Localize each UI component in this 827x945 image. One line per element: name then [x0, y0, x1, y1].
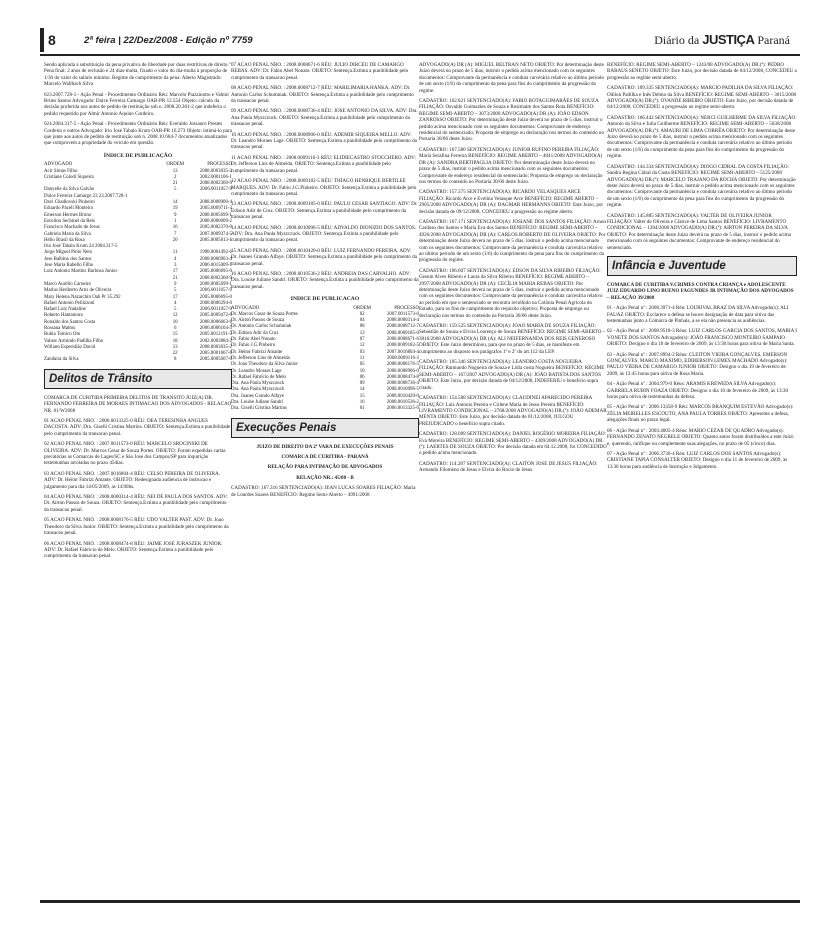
table-cell: Dr. Leandro Moraes Lage	[231, 368, 282, 374]
text-paragraph: CADASTRO: 167.171 SENTENCIADO(A): JOSIANE DOS SANTOS FILIAÇÃO: Arnon Cardoso dos Santos e Maria Eva dos Santos BENEFÍCIO: REGIME SEMI-ABERTO – 4926/2008 ADVOGADO(A) DR (A): CARLOS ROBERTO DE OLIVEIRA OBJETO: Por determinação deste Juízo deverá no prazo de 5 dias, instruir o pedido acima mencionado com os seguintes documentos: Comprovante da permanência e conduta carcerária relativo ao último período de um sexto (1/6) do cumprimento da pena para fins do cumprimento da progressão do regime.	[419, 218, 606, 264]
page-number: 8	[48, 32, 56, 48]
column-2	[231, 62, 419, 502]
text-paragraph: 06 - Ação Penal nº : 2003.4005-4 Réus: MARIO CEZAR DE QUADRO Advogado(s): FERNANDO ZENATO NEGRELE OBJETO: Quanto autos foram distribuídos a este Juízo e, querendo, ratifique ou complemente suas alegações, no prazo de 05 (cinco) dias.	[607, 427, 794, 447]
text-paragraph: Sendo aplicada a substituição da pena privativa de liberdade por duas restritivas de direito." Pena final: 2 anos de reclusão e 24 dias-multa, fixado o valor do dia-multa à proporção de 1/30 do valor do salário mínimo. Regime de cumprimento da pena: Aberto Magistrado: Marcelo Wallbach Silva	[44, 62, 231, 88]
col1-paras	[44, 62, 232, 147]
table-cell: 2006.0006104-5	[199, 326, 232, 331]
table-cell: ORDEM	[353, 305, 371, 311]
table-cell: 2006.0011057-9	[199, 307, 232, 313]
table-cell: 2008.0008671-6	[386, 337, 419, 343]
table-cell: Rafael Luiz Nadaline	[44, 307, 86, 313]
table-cell: Dr. Heitor Fabrizi Amante	[231, 349, 283, 355]
table-cell: 9	[173, 212, 177, 218]
edition-info: 2ª feira | 22/Dez/2008 - Edição nº 7759	[84, 35, 253, 46]
table-cell: Dra. Ana Paula Myszczuck	[231, 381, 285, 387]
table-cell: 5	[173, 187, 177, 193]
table-cell: ADVOGADO	[44, 162, 73, 168]
table-cell: 07	[359, 337, 365, 343]
table-cell: Dr. Fabio Abel Nonato	[231, 337, 276, 343]
table-cell: ADVOGADO	[231, 305, 260, 311]
table-cell: Jorge Miguel Pinto Neto	[44, 250, 93, 256]
table-cell: 05	[359, 362, 365, 368]
col2-heading	[231, 444, 419, 482]
text-paragraph: RELAÇÃO PARA INTIMAÇÃO DE ADVOGADOS	[267, 464, 383, 471]
table-cell: 15	[359, 393, 365, 399]
text-paragraph: JUIZO DE DIREITO DA 2ª VARA DE EXECUÇÕES PENAIS	[256, 443, 394, 450]
table-cell: 2	[173, 174, 177, 180]
table-cell: Dr. Airton Passos de Souza	[231, 318, 285, 324]
table-cell: 17	[172, 294, 178, 300]
table-cell: 1	[173, 218, 177, 224]
table-cell: 2006.0013325-0	[386, 406, 419, 412]
table-cell: 2008.0005699-1	[199, 212, 232, 218]
table-cell: 2008.0005699-1	[199, 281, 232, 287]
col1-paras2	[44, 395, 232, 560]
table-cell: Cristiane Colodi Siqueira	[44, 174, 94, 180]
table-cell: 2008.0006903-4	[199, 256, 232, 262]
table-cell: 5	[173, 288, 177, 294]
text-paragraph: 06 ACAO PENAL NRO. : 2008.0008474-8 RÉU: JAIME JOSE JURASZEK JUNIOR. ADV: Dr. Rafael Fabrício de Melo. OBJETO: Sentença.Extinta a punibilidade pelo cumprimento da transacao penal.	[44, 540, 223, 560]
table-cell: Gabriela Maria da Silva	[44, 231, 91, 237]
table-cell: Davi Chadlovski Pinheiro	[44, 200, 95, 206]
table-cell: Dulce Ferreira Camargo 23 23.2007.728-1	[44, 193, 128, 199]
table-cell: 2006.0015009-1	[199, 263, 232, 269]
table-cell: 16	[359, 400, 365, 406]
table-cell: Valnor Armindo Padilha Filho	[44, 338, 104, 344]
table-cell: 2008.0006294-0	[199, 300, 232, 306]
table-cell: 2002.0003884-2	[199, 338, 232, 344]
table-cell: 2008.0003035-2	[199, 344, 232, 350]
table-cell: Dra. Giselli Cristina Martins	[231, 406, 287, 412]
table-cell: Dr. Edison Adir da Cruz	[231, 330, 279, 336]
index-title-2: INDICE DE PUBLICACAO	[290, 296, 360, 303]
section-title-transito: Delitos de Trânsito	[44, 369, 232, 389]
table-cell: 2006.0011057-9	[199, 187, 232, 193]
table-cell: 01	[359, 406, 365, 412]
table-cell: 14	[359, 387, 365, 393]
text-paragraph: 07 - Ação Penal nº : 2006.3730-4 Réu: LUIZ CARLOS DOS SANTOS Advogado(s): CRISTIANE TAPIA CONSALTER OBJETO: Designo o dia 11 de fevereiro de 2009, às 13:30 horas para audiência de Instrução e Julgamento.	[607, 450, 788, 470]
text-paragraph: CADASTRO: 109.335 SENTENCIADO(A): MARCIO PADILHA DA SILVA FILIAÇÃO: Odilon Padilha e Inês Delmo da Silva BENEFÍCIO: REGIME SEMI-ABERTO – 3015/2008 ADVOGADO(A) DR.(ª): OVANDE RIBEIRO OBJETO: Este Juízo, por decisão datada de 04/12/2008, CONCEDEU a progressão ao regime semi-aberto.	[607, 85, 797, 111]
table-cell: 2008.0010420-0	[386, 393, 419, 399]
text-paragraph: CADASTRO: 157.375 SENTENCIADO(A): RICARDO VELASQUES ARCE FILIAÇÃO: Ricardo Arce e Evelina Velasque Arce BENEFÍCIO: REGIME ABERTO – 2905/2008 ADVOGADO(A) DR (A): DAGMAR HERMANNS OBJETO: Este Juízo, por decisão datada de 09/12/2008, CONCEDEU a progressão ao regime aberto.	[419, 189, 604, 215]
text-paragraph: 11 ACAO PENAL NRO. : 2008.0009116-3 RÉU: ELIDIECASTRO STOCCHERO. ADV: Dr. Jefferson Lins de Almeida. OBJETO: Sentença.Extinta a punibilidade pelo cumprimento da transacao penal.	[231, 154, 416, 174]
table-cell: 6	[173, 326, 177, 331]
table-cell: 4	[173, 300, 177, 306]
table-cell: Dr. Marcos Cesar de Souza Portes	[231, 311, 298, 317]
table-cell: Luiz Antonio Martins Barbosa Junior	[44, 269, 118, 275]
table-cell: 10	[359, 368, 365, 374]
text-paragraph: 03 ACAO PENAL NRO. : 2007.0016804-4 RÉU: CELSO PEREIRA DE OLIVEIRA. ADV: Dr. Heitor Fabrizi Amante. OBJETO: Redesignada audiencia de instrucao e julgamento para dia 14/05/2009, as 14:00hs.	[44, 470, 220, 490]
table-cell: 2008.0008906-0	[386, 368, 419, 374]
text-paragraph: 14 ACAO PENAL NRO. : 2008.0010096-5 RÉU: ADVALDO DIONIZIO DOS SANTOS. ADV: Dra. Ana Paula Myszczuck. OBJETO: Sentença.Extinta a punibilidade pelo cumprimento da transacao penal.	[231, 224, 417, 244]
table-cell: 21	[172, 181, 178, 187]
index-table	[44, 162, 232, 364]
text-paragraph: CADASTRO: 144.334 SENTENCIADO(A): DIOGO CIDRAL DA COSTA FILIAÇÃO: Sandra Regina Cidral da Costa BENEFÍCIO: REGIME SEMI-ABERTO – 5125/2008 ADVOGADO(A) DR.(ª): MARCELO TRAJANO DA ROCHA OBJETO: Por determinação deste Juízo deverá no prazo de 5 dias, instruir o pedido acima mencionado com os seguintes documentos: Comprovante da permanência e conduta carcerária relativo ao último período de um sexto (1/6) do cumprimento da pena para fins do cumprimento da progressão do regime.	[607, 163, 796, 209]
table-cell: Hélio Brasil da Rosa	[44, 237, 85, 243]
col2-paras	[231, 62, 419, 290]
table-cell: 2008.0009116-3	[386, 355, 419, 361]
table-cell: 2002.0001106-1	[199, 174, 232, 180]
text-paragraph: 023.2007.728-1 - Ação Penal - Procedimento Ordinário Réu: Marcelo Piazzinotto e Valmir Brites Santos Advogado: Dulce Ferreira Camargo OAB-PR 12.554 Objeto: cálculo da decisão proferida nos autos de pedido de restituição sob n. 2008.20.301-2 que indeferiu o pedido requerido por Almir Antonio Aquino Cordeiro.	[44, 91, 230, 117]
table-cell: 2008.0008900-4	[199, 200, 232, 206]
table-cell: 8	[173, 357, 177, 363]
column-4	[607, 62, 797, 474]
text-paragraph: CADASTRO: 145.885 SENTENCIADO(A): VALTER DE OLIVEIRA JUNIOR FILIAÇÃO: Valter de Oliveira e Clarice de Lima Santos BENEFÍCIO: LIVRAMENTO CONDICIONAL – 1284/2008 ADVOGADO(A) DR.(ª): AIRTON PEREIRA DA SILVA OBJETO: Por determinação deste Juízo deverá no prazo de 5 dias, instruir o pedido acima mencionado com os seguintes documentos: Comprovante de endereço residencial do sentenciado.	[607, 212, 791, 251]
footer-rule	[40, 900, 800, 903]
text-paragraph: CADASTRO: 106.607 SENTENCIADO(A): EDSON DA SILVA RIBEIRO FILIAÇÃO: Gesuin Alves Ribeiro e Laura da Silva Ribeiro BENEFÍCIO: REGIME ABERTO – 2997/2008 ADVOGADO(A) DR (A): CECÍLIA MARIA REBAS OBJETO: Por determinação deste Juízo deverá no prazo de 5 dias, instruir o pedido acima mencionado com os seguintes documentos: Comprovante da permanência e conduta carcerária relativo ao período em que o sentenciado se encontra recolhido na Colônia Penal Agrícola do Estado, para os fins de cumprimento do requisito objetivo; Proposta de emprego ou declaração nos termos do conteúdo na Portaria 30/06 deste Juízo.	[419, 267, 603, 319]
text-paragraph: ADVOGADO(A) DR (A): MIGUEL BELTRAN NETO OBJETO: Por determinação deste Juízo deverá no prazo de 5 dias, instruir o pedido acima mencionado com os seguintes documentos: Comprovante da permanência e conduta carcerária relativo ao último período de um sexto (1/6) do cumprimento da pena para fins do cumprimento da progressão do regime.	[419, 62, 604, 94]
table-cell: Rossana Mattos	[44, 326, 76, 331]
col3-paras	[419, 62, 607, 474]
text-paragraph: 13 ACAO PENAL NRO. : 2008.0009185-0 RÉU: PAULO CESAR SANTIAGO. ADV: Dr. Edison Adir de Cruz. OBJETO: Sentença.Extinta a punibilidade pelo cumprimento da transacao penal.	[231, 201, 418, 221]
table-cell: Francisco Machado de Jesus	[44, 225, 100, 231]
table-cell: 22	[172, 351, 178, 357]
table-cell: Emerson Hermes Bruno	[44, 212, 92, 218]
text-paragraph: 01 - Ação Penal nº : 2008.3971-4 Réu: LOURIVAL BRAZ DA SILVA Advogado(s): ALI FAUAZ OBJETO: Exclarece a defesa se houve designação de data para oitiva das testemunhas junto a Comarca de Pinhais, a se ela não presencia as audiências.	[607, 305, 789, 324]
table-cell: Mary Helena Nazarchin Oab Pr 35.292	[44, 294, 121, 300]
table-cell: 2008.0006663-6	[199, 319, 232, 325]
masthead-main: JUSTIÇA	[702, 32, 755, 47]
table-cell: 2008.0010536-2	[386, 400, 419, 406]
table-cell: PROCESSO	[207, 162, 232, 168]
table-cell: 2008.0008712-7	[386, 324, 419, 330]
text-paragraph: 12 ACAO PENAL NRO. : 2008.0009182-5 RÉU: THIAGO HENRIQUE BERTILEE MARQUES. ADV: Dr. Fabio J.G.Pinheiro. OBJETO: Sentença.Extinta a punibilidade pelo cumprimento da transacao penal.	[231, 178, 417, 197]
text-paragraph: CADASTRO: 128.089 SENTENCIADO(A): DANIEL ROGÉRIO MOREIRA FILIAÇÃO: Eva Moreira BENEFÍCIO: REGIME SEMI-ABERTO – 4309/2008 ADVOGADO(A) DR.(ª): LAERTES DE SOUZA OBJETO: Por decisão datada em 04.12.2008, foi CONCEDIDO o pedido acima mencionado.	[419, 431, 607, 457]
table-cell: 11	[172, 250, 178, 256]
table-cell: 2005.0005813-1	[199, 237, 232, 243]
table-cell: 2005.0009472-6	[199, 313, 232, 319]
table-cell: Irio José Tabalo Krum 24 2004.317-5	[44, 244, 118, 250]
text-paragraph: CADASTRO: 159.525 SENTENCIADO(A): JOAO MARIA DE SOUZA FILIAÇÃO: Sebastião de Souza e Elvira Lourenço de Souza BENEFÍCIO: REGIME SEMI-ABERTO – 3816/2008 ADVOGADO(A) DR (A): ALI NEIFERNANDA DOS REIS GENEROSO OBJETO: Este Juízo determinou, para que no prazo de 5 dias, se manifeste em cumprimento ao disposto nos parágrafos 1º e 2º do art.112 da LEP.	[419, 323, 606, 355]
table-cell: Dra. Ana Paula Myszczuck	[231, 387, 285, 393]
text-paragraph: CADASTRO: 114.287 SENTENCIADO(A): CLAITON JOSE DE JESUS FILIAÇÃO: Armando Filomeno de Jesus e Elvira do Rocio de Jesus	[419, 460, 598, 474]
table-cell: 06	[359, 374, 365, 380]
col4-heading: COMARCA DE CURITIBA V.CRIMES CONTRA CRIANÇA e ADOLESCENTE JUIZ EDUARDO LINO BUENO FAGUNDES JR INTIMAÇÃO DOS ADVOGADOS – RELAÇÃO 39/2008	[607, 281, 794, 301]
table-cell: Dr. Antonio Carlos Schumniak	[231, 324, 292, 330]
table-cell: Dr. Fabio J.G.Pinheiro	[231, 343, 276, 349]
table-cell: Dr. Jefferson Lins de Almeida	[231, 355, 290, 361]
table-cell: Dra. Juanes Grando Alfaye	[231, 393, 284, 399]
table-cell: Rafael Antonio Pellizzoni	[44, 300, 95, 306]
text-paragraph: 08 ACAO PENAL NRO. : 2008.0008712-7 RÉU: MARILIMARIA HANKA. ADV: Dr. Antonio Carlos Schumniak. OBJETO: Sentença.Extinta a punibilidade pelo cumprimento da transacao penal.	[231, 85, 414, 105]
table-cell: 1998.0001492-6	[199, 250, 232, 256]
text-paragraph: 04 - Ação Penal nº : 2004.979-0 Réus: ARAMIS KREWEDA SILVA Advogado(s): GABRIELA RUBIN FOAZA OBJETO: Designo o dia 10 de fevereiro de 2009, às 13:30 horas para oitiva de testemunhas da defesa.	[607, 381, 788, 401]
text-paragraph: BENEFÍCIO: REGIME SEMI-ABERTO – 1243/08 ADVOGADO(A) DR.(ª): PEDRO BARAUS SENETO OBJETO: Este Juízo, por decisão datada de 04/12/2008, CONCEDEU a progressão ao regime semi-aberto.	[607, 62, 797, 81]
text-paragraph: 03 - Ação Penal nº : 2007.8994-2 Réus: CLEITON VIEIRA GONÇALVES, EMERSON GONÇALVES, MARCO MAXIMO, EDIBERSON LEMES MACHADO Advogado(s): PAULO VIEIRA DE CAMARGO JUNIOR OBJETO: Designo o dia 19 de fevereiro de 2009, às 13:45 horas para oitiva de Rosa Maria.	[607, 351, 788, 377]
text-paragraph: 05 - Ação Penal nº : 2006.13358-9 Réu: MARCOS BRANQUIM ESTEVÃO Advogado(s): ZÉLIA MEIRELLES ESCOUTO, ANA PAULA TORRES OBJETO: Apresente a defesa, alegações finais no prazo legal.	[607, 404, 794, 424]
table-cell: 2007.0016804-4	[386, 349, 419, 355]
table-cell: 15	[172, 332, 178, 338]
text-paragraph: 09 ACAO PENAL NRO. : 2008.0008736-4 RÉU: JOSE ANTONIO DA SILVA. ADV: Dra. Ana Paula Myszczuck. OBJETO: Sentença.Extinta a punibilidade pelo cumprimento da transacao penal.	[231, 108, 418, 128]
text-paragraph: 05 ACAO PENAL NRO. : 2008.0008176-5 RÉU: UDO VALTER PAST. ADV: Dr. Joao Theodoro da Silva Junior. OBJETO: Sentença.Extinta a punibilidade pelo cumprimento da transacao penal.	[44, 517, 229, 537]
page-header	[40, 28, 800, 56]
column-3	[419, 62, 607, 478]
table-cell: 2005.0006695-0	[199, 294, 232, 300]
table-cell: 2007.0009374-5	[199, 231, 232, 237]
table-cell: William Esperidião David	[44, 344, 96, 350]
table-cell: Jose Balbino dos Santos	[44, 256, 92, 262]
table-cell: Acir Simas Filho	[44, 168, 78, 174]
text-paragraph: 04 ACAO PENAL NRO. : 2008.0000314-4 RÉU: NEI DE PAULA DOS SANTOS. ADV: Dr. Airton Passos de Souza. OBJETO: Sentença.Extinta a punibilidade pelo cumprimento da transacao penal.	[44, 494, 228, 513]
table-cell: PROCESSO	[394, 305, 419, 311]
index-table-2	[231, 306, 419, 413]
text-paragraph: RELAÇÃO NR.: 45/08 - B	[296, 474, 354, 481]
table-cell: Roberto Hamamura	[44, 313, 83, 319]
table-cell: Eduardo Paceli Monteiro	[44, 206, 94, 212]
table-cell: 2008.0008176-5	[386, 362, 419, 368]
col2-tail: CADASTRO: 167.316 SENTENCIADO(A): JEAN LUCAS SOARES FILIAÇÃO: Maria de Lourdes Soares BENEFÍCIO: Regime Semi-Aberto – 4991/2008	[231, 485, 416, 498]
text-paragraph: COMARCA DE CURITIBA - PARANÁ	[281, 454, 369, 461]
table-cell: 13	[359, 330, 365, 336]
text-paragraph: CADASTRO: 166.442 SENTENCIADO(A): NERCI GUILHERME DA SILVA FILIAÇÃO: Antonio da Silva e Julia Guilherme BENEFÍCIO: REGIME SEMI-ABERTO – 5038/2008 ADVOGADO(A) DR.(ª): AMAURI DE LIMA CORRÊA OBJETO: Por determinação deste Juízo deverá no prazo de 5 dias, instruir o pedido acima mencionado com os seguintes documentos: Comprovante da permanência e conduta carcerária relativo ao último período de um sexto (1/6) do cumprimento da pena para fins do cumprimento da progressão do regime.	[607, 114, 797, 160]
table-cell: 16	[172, 225, 178, 231]
text-paragraph: 15 ACAO PENAL NRO. : 2008.0010420-0 RÉU: LUIZ FERNANDO PEREIRA. ADV: Dr. Juanes Grando Alfaye. OBJETO: Sentença.Extinta a punibilidade pelo cumprimento da transacao penal.	[231, 247, 417, 267]
table-cell: 03	[359, 349, 365, 355]
text-paragraph: 10 ACAO PENAL NRO. : 2008.0008906-0 RÉU: ADEMIR SIQUEIRA MELLO. ADV: Dr. Leandro Moraes Lage. OBJETO: Sentença.Extinta a punibilidade pelo cumprimento da transacao penal.	[231, 131, 417, 151]
table-cell: 17	[172, 269, 178, 275]
table-cell: ORDEM	[166, 162, 184, 168]
text-paragraph: 01 ACAO PENAL NRO. : 2006.0013325-0 RÉU: DEA TERESINHA ANGUES DACOSTA. ADV: Dra. Giselli Cristina Martins. OBJETO: Sentença.Extinta a punibilidade pelo cumprimento da transacao penal.	[44, 418, 231, 437]
page-marker	[40, 28, 44, 52]
text-paragraph: CADASTRO: 154.588 SENTENCIADO(A): CLAUDINEI APARECIDO PEREIRA FILIAÇÃO: Luiz Antonio Pereira e Cirlene Maria de Jesus Pereira BENEFÍCIO: LIVRAMENTO CONDICIONAL – 2768/2008 ADVOGADO(A) DR.(ª): JOÃO ADEMAR MENTA OBJETO: Este Juízo, por decisão datada de 01/12/2008, JULGOU PREJUDICADO o benefício supra citado.	[419, 395, 607, 427]
table-row	[44, 357, 232, 363]
table-cell: 2005.0001667-6	[199, 351, 232, 357]
masthead-prefix: Diário da	[654, 33, 700, 47]
table-cell: 08	[359, 324, 365, 330]
table-cell: 7	[173, 231, 177, 237]
table-cell: 2005.0009711-3	[199, 206, 232, 212]
table-cell: 19	[172, 206, 178, 212]
text-paragraph: CADASTRO: 167.580 SENTENCIADO(A): JUNIOR RUFINO PEREIRA FILIAÇÃO: Maria Serafina Ferreira BENEFÍCIO: REGIME ABERTO – 4041/2008 ADVOGADO(A) DR (A): SANDRA BERTIPAGLIA OBJETO: Por determinação deste Juízo deverá no prazo de 5 dias, instruir o pedido acima mencionado com os seguintes documentos: Comprovante de endereço residencial do sentenciado; Proposta de emprego ou declaração nos termos do conteúdo no Portaria 30/06 deste Juízo.	[419, 146, 603, 185]
table-cell: Marco Aurélio Carneiro	[44, 281, 91, 287]
table-cell: 18	[172, 338, 178, 344]
table-cell: 2008.0009182-5	[386, 343, 419, 349]
table-cell: Danyelle da Silva Galvão	[44, 187, 95, 193]
table-cell: 2008.0000314-4	[386, 318, 419, 324]
section-title-execucoes: Execuções Penais	[231, 418, 419, 438]
table-cell: 12	[172, 313, 178, 319]
masthead-suffix: Paraná	[757, 33, 790, 47]
table-cell: 2008.0010096-5	[386, 387, 419, 393]
table-cell: 12	[359, 343, 365, 349]
table-cell: 2005.0002370-0	[199, 225, 232, 231]
table-cell: 20	[172, 237, 178, 243]
text-paragraph: 16 ACAO PENAL NRO. : 2008.0010536-2 RÉU: ANDREIA DAS CARVALHO. ADV: Dra. Louise Jullane Sandri. OBJETO: Sentença.Extinta a punibilidade pelo cumprimento da transacao penal.	[231, 270, 419, 290]
table-cell: 2007.0011573-0	[386, 311, 419, 317]
table-cell: 2005.0006695-0	[199, 269, 232, 275]
table-cell: 3	[173, 263, 177, 269]
index-title: ÍNDICE DE PUBLICAÇÃO	[103, 152, 173, 159]
table-cell: Eurolino Sechinel da Reis	[44, 218, 95, 224]
table-cell: Rubia Tomico Oto	[44, 332, 81, 338]
table-cell: 13	[172, 344, 178, 350]
table-cell: 02	[359, 311, 365, 317]
table-cell: 2006.0011057-9	[199, 288, 232, 294]
table-cell: 9	[173, 281, 177, 287]
text-paragraph: 07 ACAO PENAL NRO. : 2008.0008671-6 RÉU: JULIO DIRCEU DE CAMARGO REBAS. ADV: Dr. Fabio Abel Nonato. OBJETO: Sentença.Extinta a punibilidade pelo cumprimento da transacao penal.	[231, 62, 409, 81]
section-title-infancia: Infância e Juventude	[607, 256, 797, 276]
table-cell: 2008.0003035-2	[199, 168, 232, 174]
table-cell: 2008.0009185-0	[386, 330, 419, 336]
table-row	[231, 406, 419, 412]
table-cell: 21	[172, 275, 178, 281]
table-cell: 13	[172, 168, 178, 174]
text-paragraph: 024.2004.317-5 - Ação Penal - Procedimento Ordinário Réu: Everaldo Jossauro Prestes Cordeiro e outros Advogado: Irio José Tabalo Krum OAB-PR 16.273 Objeto: intimá-lo para que junte aos autos de pedido de restituição sob n. 2008.10.664-7 documentos atualizados que comprovem a propriedade do veículo em questão.	[44, 121, 232, 147]
table-cell: 2008.0000009-2	[199, 218, 232, 224]
table-cell: Marlus Heriberto Arns de Oliveira	[44, 288, 112, 294]
text-paragraph: COMARCA DE CURITIBA PRIMEIRA DELITOS DE TRANSITO JUIZ(A) DR. FERNANDO FERREIRA DE MORAES INTIMACAO DOS ADVOGADOS - RELACAO NR. 01/W2008	[44, 394, 232, 414]
table-cell: 4	[173, 256, 177, 262]
table-cell: 2008.0008736-4	[386, 381, 419, 387]
table-cell: Zandaira da Silva	[44, 357, 79, 363]
text-paragraph: 02 ACAO PENAL NRO. : 2007.0011573-0 RÉU: MARCELO SROCINSKI DE OLIVEIRA. ADV: Dr. Marcos Cesar de Souza Portes. OBJETO: Foram expedidas cartas precatórias as Comarcas de Lages/SC e São Jose dos Campos/SP para inquirição testemunhas arroladas no prazo 45dias.	[44, 441, 226, 467]
table-cell: Jose Maria Rabello Filho	[44, 263, 94, 269]
column-1	[44, 62, 232, 564]
table-cell: Dra. Louise Jullane Sandri	[231, 400, 284, 406]
text-paragraph: 02 - Ação Penal nº : 2008.9518-3 Réus: LUIZ CARLOS GARCIA DOS SANTOS, MARIA I VONETE DOS SANTOS Advogado(s): JOÃO FRANCISCO MONTEIRO SAMPAIO OBJETO: Designo o dia 18 de fevereiro de 2009, às 13:30 horas para oitiva de Maria Santa.	[607, 328, 797, 348]
table-cell: 14	[172, 200, 178, 206]
table-cell: 09	[359, 381, 365, 387]
table-cell: 5	[173, 307, 177, 313]
col4-paras2	[607, 305, 797, 470]
text-paragraph: CADASTRO: 162.821 SENTENCIADO(A): FABIO BOTAGUIMARÃES DE SOUZA FILIAÇÃO: Osvaldo Guimarães de Souza e Rosimaire dos Santos Rota BENEFÍCIO: REGIME SEMI-ABERTO – 3073/2008 ADVOGADO(A) DR (A): JOÃO EDSON ZANROSSO OBJETO: Por determinação deste Juízo deverá no prazo de 5 dias, instruir o pedido acima mencionado com os seguintes documentos: Comprovante de endereço residencial do sentenciado; Proposta de emprego ou declaração nos termos do conteúdo no Portaria 30/06 deste Juízo.	[419, 98, 605, 143]
table-cell: 04	[359, 318, 365, 324]
col4-paras	[607, 62, 797, 251]
table-cell: Dr. Rafael Fabrício de Melo	[231, 374, 287, 380]
table-cell: 11	[359, 355, 365, 361]
table-cell: 2005.0012191-5	[199, 332, 232, 338]
table-cell: Dr. Joao Theodoro da Silva Junior	[231, 362, 299, 368]
masthead	[654, 32, 790, 48]
table-cell: 2008.0008474-8	[386, 374, 419, 380]
table-cell: 2005.0005667-0	[199, 357, 232, 363]
table-cell: Ronaldo dos Santos Costa	[44, 319, 96, 325]
table-cell: 10	[172, 319, 178, 325]
table-cell: 2008.0002360-9	[199, 275, 232, 281]
text-paragraph: CADASTRO: 105.346 SENTENCIADO(A): LEANDRO COSTA NOGUEIRA FILIAÇÃO: Raimundo Nogueira de Souza e Lídia costa Nogueira BENEFÍCIO: REGIME SEMI-ABERTO – 167/2007 ADVOGADO(A) DR (A): JOÃO BATISTA DOS SANTOS OBJETO: Este Juízo, por decisão datada de 04/12/2008, INDEFERIU o benefício supra citado.	[419, 359, 605, 391]
table-cell: 2008.0002360-9	[199, 181, 232, 187]
